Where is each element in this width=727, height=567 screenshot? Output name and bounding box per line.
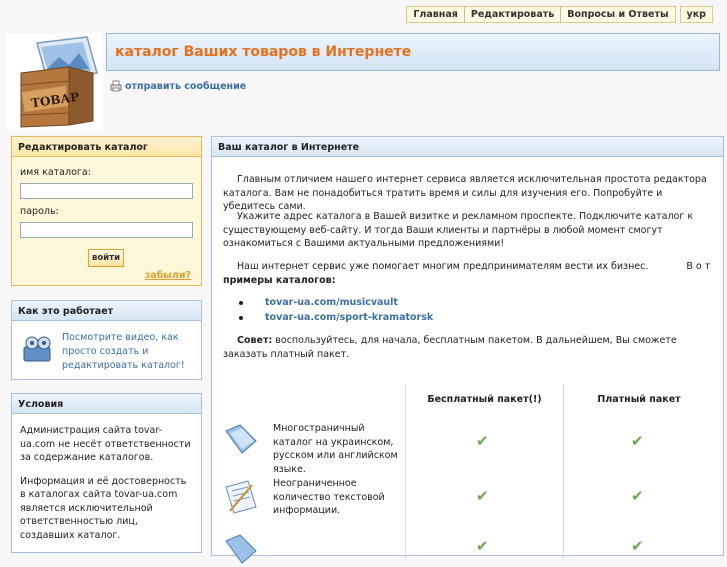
table-divider xyxy=(563,384,564,559)
video-reel-icon[interactable] xyxy=(22,335,54,363)
folder-icon xyxy=(222,421,260,457)
example-link-musicvault[interactable]: tovar-ua.com/musicvault xyxy=(265,297,398,308)
site-logo[interactable] xyxy=(7,33,103,129)
list-item xyxy=(239,310,433,325)
check-icon: ✔ xyxy=(631,487,644,505)
header-bar xyxy=(106,33,720,71)
examples-paragraph: Наш интернет сервис уже помогает многим предпринимателям вести их бизнес. В о т примеры каталогов: xyxy=(223,261,711,286)
printer-icon xyxy=(110,80,122,92)
address-paragraph: Укажите адрес каталога в Вашей визитке и рекламном проспекте. Подключите каталог к существующему веб-сайту. И тогда Ваши клиенты и партнёры в любой момент смогут ознакомиться с Вашими актуальными предложениями! xyxy=(223,211,694,249)
edit-catalog-box xyxy=(11,136,202,286)
login-button[interactable]: войти xyxy=(88,249,124,267)
document-edit-icon xyxy=(222,479,260,515)
col-free-package: Бесплатный пакет(!) xyxy=(427,394,542,405)
check-icon: ✔ xyxy=(476,432,489,450)
catalog-name-label: имя каталога: xyxy=(20,167,91,178)
main-title: Ваш каталог в Интернете xyxy=(212,137,723,157)
page-title: каталог Ваших товаров в Интернете xyxy=(115,44,412,60)
edit-catalog-title: Редактировать каталог xyxy=(12,137,201,157)
language-switch xyxy=(680,6,713,23)
password-label: пароль: xyxy=(20,206,59,217)
nav-home-link[interactable]: Главная xyxy=(413,9,458,20)
logo-text: ТОВАР xyxy=(30,89,81,111)
intro-paragraph: Главным отличием нашего интернет сервиса является исключительная простота редактора каталога. Вам не понадобиться тратить время и силы для изучения его. Попробуйте и убедитесь сами. xyxy=(223,174,707,212)
conditions-text-1: Администрация сайта tovar-ua.com не несёт ответственности за содержание каталогов. xyxy=(20,425,191,463)
how-it-works-title: Как это работает xyxy=(12,301,201,321)
conditions-text-2: Информация и её достоверность в каталогах сайта tovar-ua.com является исключительной ответственностью лиц, создавших каталог. xyxy=(20,475,187,541)
how-it-works-box xyxy=(11,300,202,380)
table-divider xyxy=(405,384,406,559)
catalog-name-input[interactable] xyxy=(20,183,193,199)
folder-icon xyxy=(222,531,260,567)
nav-faq-link[interactable]: Вопросы и Ответы xyxy=(560,7,674,22)
feature-unlimited-text: Неограниченное количество текстовой информации. xyxy=(273,478,385,516)
check-icon: ✔ xyxy=(476,487,489,505)
advice-paragraph: Совет: воспользуйтесь, для начала, бесплатным пакетом. В дальнейшем, Вы сможете заказать платный пакет. xyxy=(223,335,677,360)
nav-edit-link[interactable]: Редактировать xyxy=(464,7,560,22)
feature-multipage: Многостраничный каталог на украинском, русском или английском языке. xyxy=(273,423,398,475)
check-icon: ✔ xyxy=(476,537,489,555)
password-input[interactable] xyxy=(20,222,193,238)
example-link-sport[interactable]: tovar-ua.com/sport-kramatorsk xyxy=(265,312,434,323)
conditions-title: Условия xyxy=(12,394,201,414)
forgot-password-link[interactable]: забыли? xyxy=(144,270,191,281)
example-links xyxy=(239,295,433,325)
check-icon: ✔ xyxy=(631,537,644,555)
top-nav xyxy=(406,6,713,23)
send-message-link[interactable]: отправить сообщение xyxy=(125,80,247,92)
main-nav xyxy=(406,6,675,23)
conditions-box xyxy=(11,393,202,553)
tovar-box-icon xyxy=(7,33,103,129)
send-message xyxy=(110,80,246,92)
col-paid-package: Платный пакет xyxy=(597,394,681,405)
lang-ukr-link[interactable]: укр xyxy=(686,9,706,20)
how-it-works-link[interactable]: Посмотрите видео, как просто создать и редактировать каталог! xyxy=(62,332,185,371)
list-item xyxy=(239,295,433,310)
check-icon: ✔ xyxy=(631,432,644,450)
main-content xyxy=(211,136,724,556)
